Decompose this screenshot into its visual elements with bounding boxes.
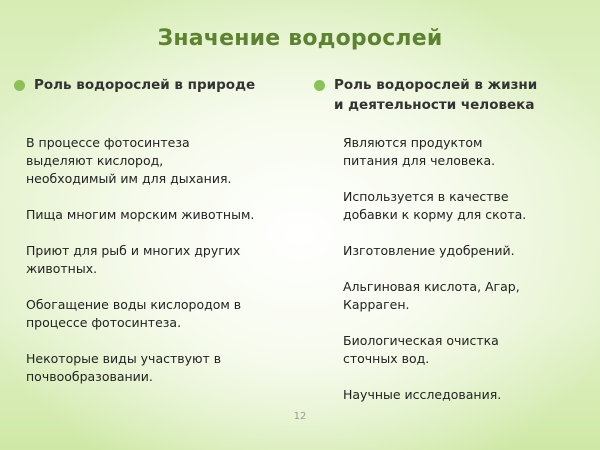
bullet-icon — [314, 80, 325, 91]
list-item: Приют для рыб и многих других животных. — [26, 243, 241, 276]
right-heading — [334, 75, 537, 115]
list-item: Изготовление удобрений. — [343, 243, 515, 258]
bullet-icon — [14, 80, 25, 91]
list-item: Некоторые виды участвуют в почвообразовании. — [26, 351, 222, 384]
right-heading-line: и деятельности человека — [334, 97, 535, 113]
list-item: Обогащение воды кислородом в процессе фотосинтеза. — [26, 297, 242, 330]
list-item: Научные исследования. — [343, 387, 502, 402]
right-heading-line: Роль водорослей в жизни — [334, 77, 538, 93]
list-item: Биологическая очистка сточных вод. — [343, 333, 499, 366]
left-heading: Роль водорослей в природе — [34, 77, 256, 93]
left-items — [26, 134, 296, 404]
page-number: 12 — [293, 411, 307, 422]
right-items — [343, 134, 593, 422]
list-item: Пища многим морским животным. — [26, 207, 255, 222]
list-item: Альгиновая кислота, Агар, Карраген. — [343, 279, 520, 312]
slide-title: Значение водорослей — [157, 26, 443, 51]
list-item: Используется в качестве добавки к корму для скота. — [343, 189, 527, 222]
list-item: Являются продуктом питания для человека. — [343, 135, 496, 168]
list-item: В процессе фотосинтеза выделяют кислород, необходимый им для дыхания. — [26, 135, 232, 186]
